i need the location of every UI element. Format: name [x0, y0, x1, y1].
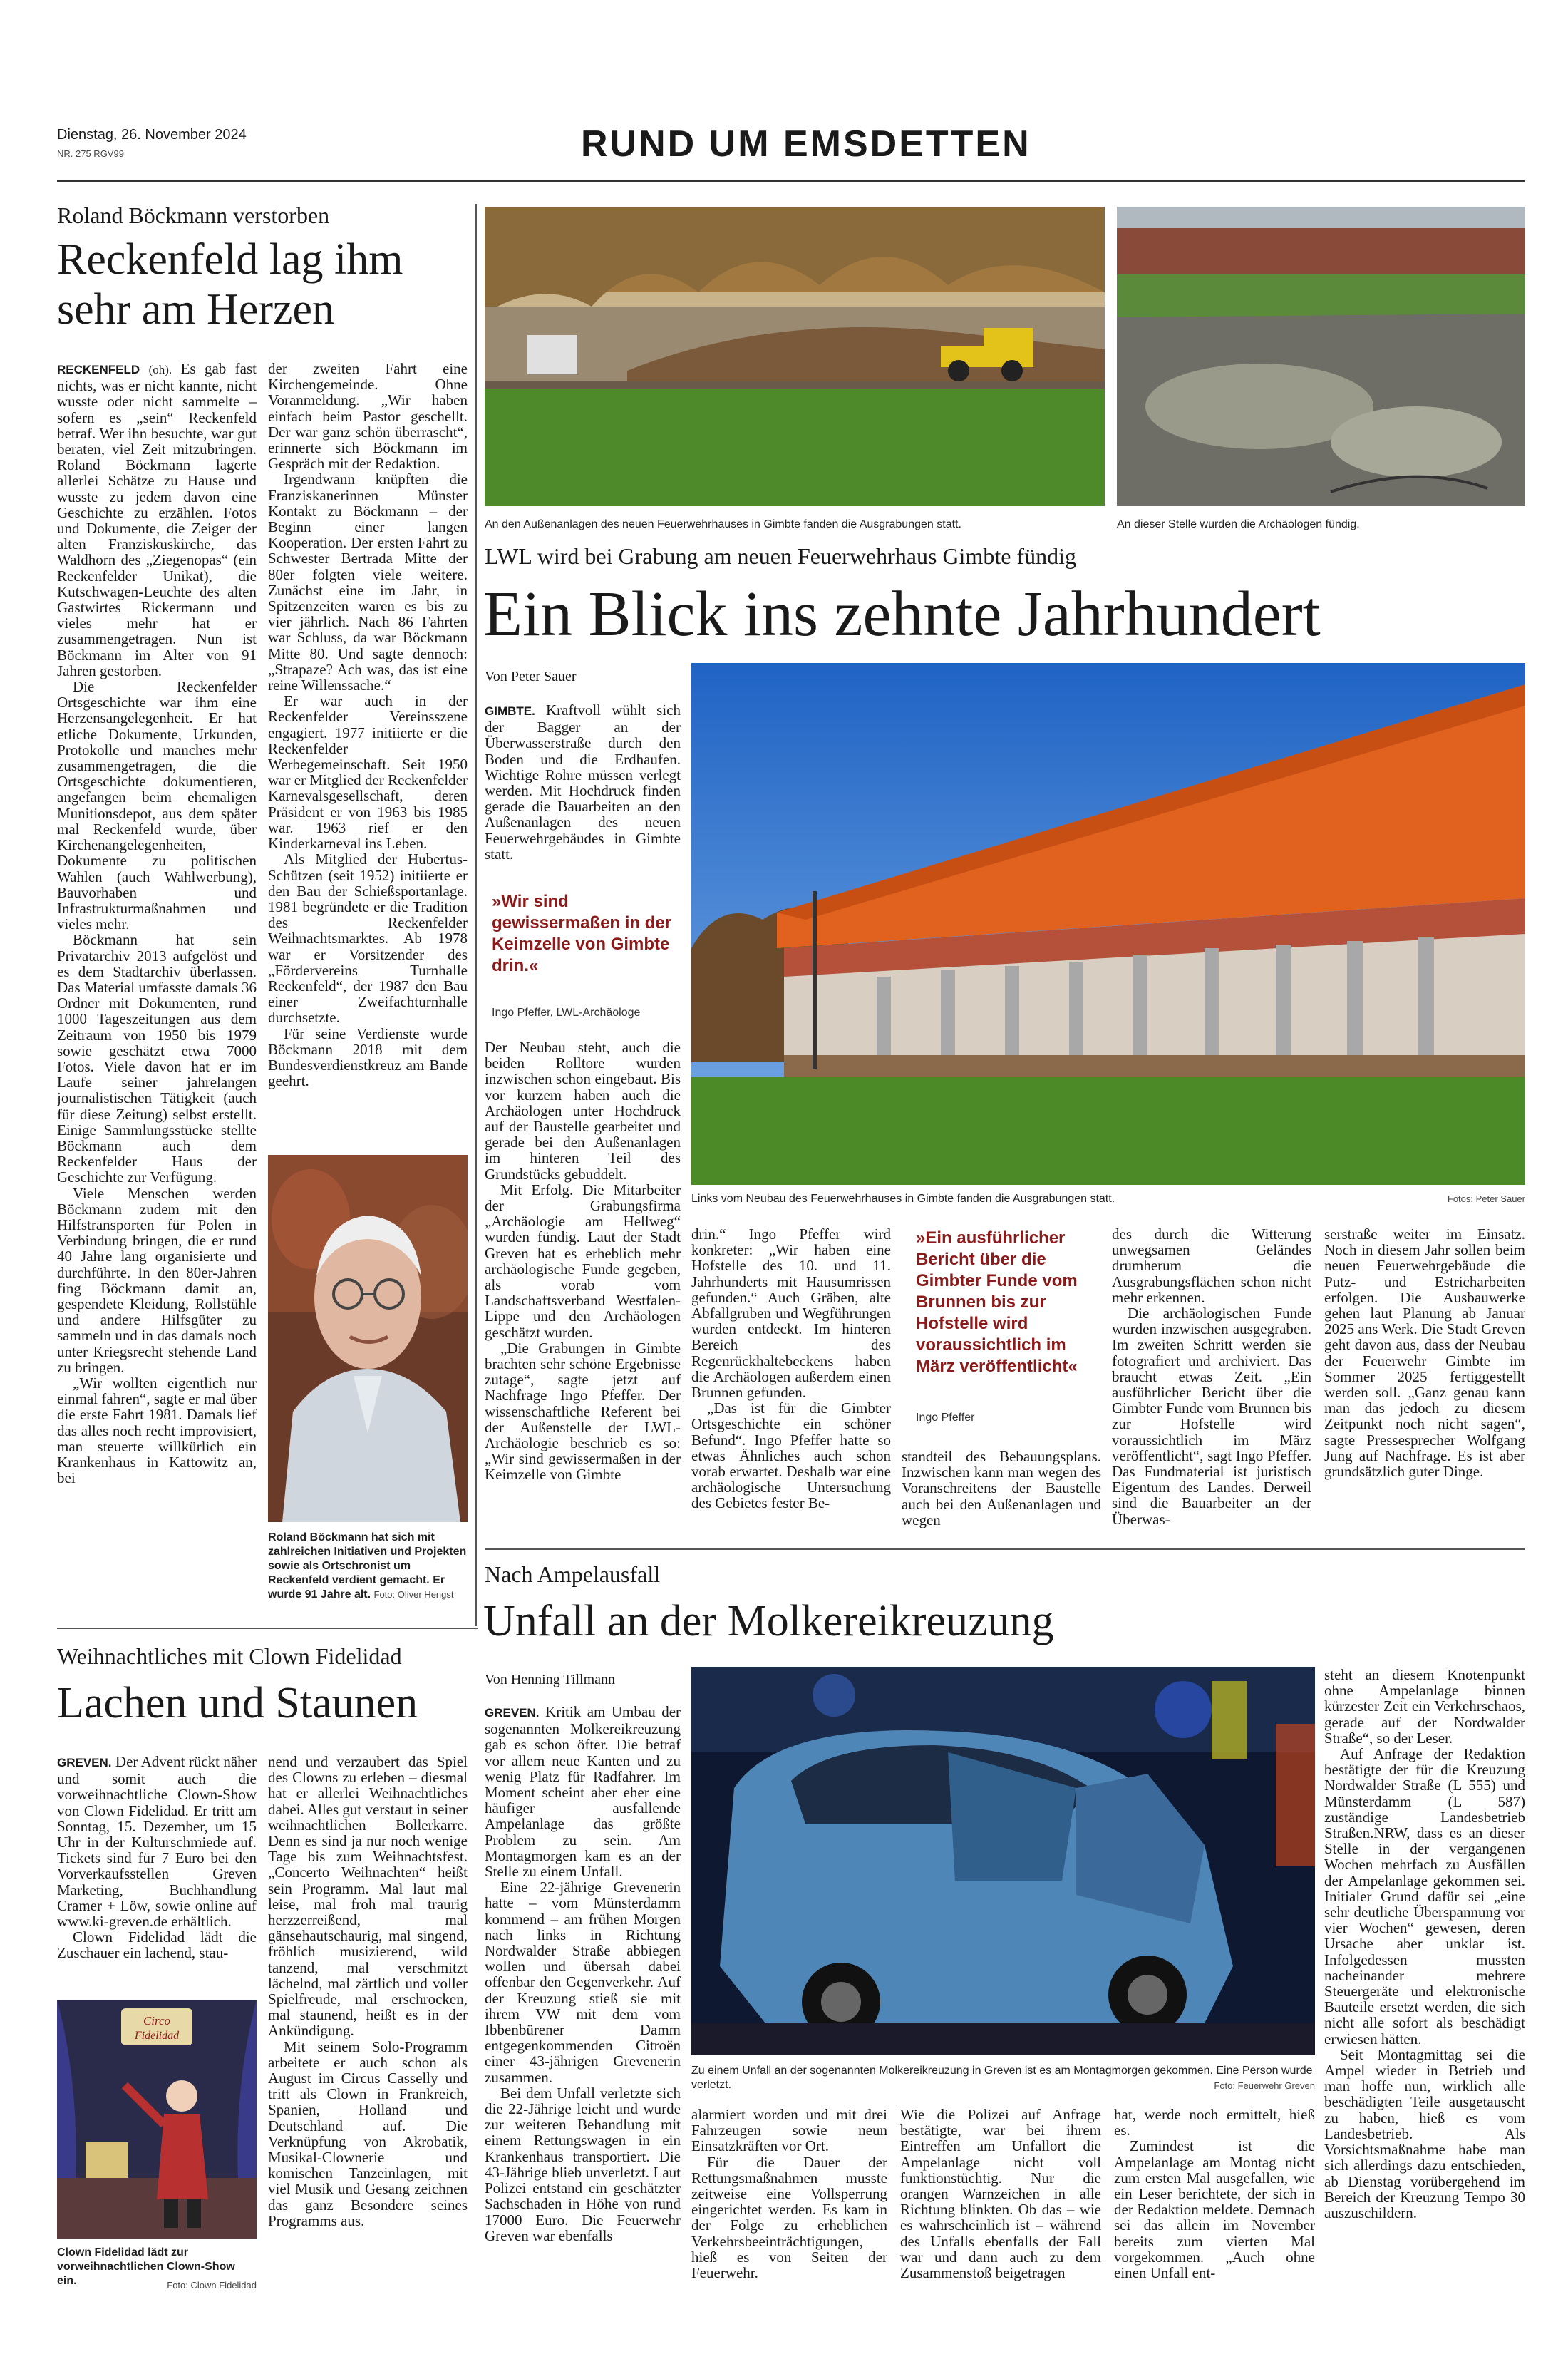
svg-text:Circo: Circo: [143, 2014, 171, 2028]
story2-byline: Von Peter Sauer: [485, 669, 577, 684]
paragraph: nend und verzaubert das Spiel des Clowns zu erleben – diesmal hat er allerlei Weihnachtliches dabei. Alles gut verstaut in seiner weihnachtlichen Bollerkarre. Denn es sind ja nur noch wenige Tage bis zum Weihnachtsfest. „Concerto Weihnachten“ heißt sein Programm. Mal laut mal leise, mal froh mal traurig herzzerreißend, mal gänsehautschaurig, mal singend, fröhlich musizierend, wild tanzend, mal verschmitzt lächelnd, mal zärtlich und voller Spielfreude, mal erschrocken, mal staunend, heißt es in der Ankündigung.: [268, 1754, 468, 2040]
paragraph: Clown Fidelidad lädt die Zuschauer ein lachend, stau-: [57, 1928, 257, 1962]
photo-credit: Foto: Oliver Hengst: [373, 1589, 454, 1600]
story2-pull-quote-2: »Ein ausführlicher Bericht über die Gimbter Funde vom Brunnen bis zur Hofstelle wird voraussichtlich im März veröffentlicht«: [916, 1228, 1078, 1376]
paragraph: Wie die Polizei auf Anfrage bestätigte, war bei ihrem Eintreffen am Unfallort die Ampelanlage nicht voll funktionstüchtig. Nur die orangen Warnzeichen in alle Richtung blinkten. Ob das – wie es wahrscheinlich ist – während des Unfalls ebenfalls der Fall war und dann auch zu dem Zusammenstoß beigetragen: [900, 2107, 1101, 2282]
paragraph: Die archäologischen Funde wurden inzwischen ausgegraben. Im zweiten Schritt werden sie fotografiert und archiviert. Das braucht etwas Zeit. „Ein ausführlicher Bericht über die Gimbter Funde vom Brunnen bis zur Hofstelle wird voraussichtlich im März veröffentlicht“, sagt Ingo Pfeffer. Das Fundmaterial ist juristisch Eigentum des Landes. Derweil sind die Bauarbeiter an der Überwas-: [1112, 1305, 1311, 1528]
paragraph: „Das ist für die Gimbter Ortsgeschichte ein schöner Befund“. Ingo Pfeffer hatte so etwas Ähnliches auch schon vorab erwartet. Deshalb war eine archäologische Untersuchung des Gebietes fester Be-: [691, 1399, 891, 1512]
story2-pull-quote-2-source: Ingo Pfeffer: [916, 1412, 975, 1424]
story2-intro-column: [485, 702, 681, 873]
column-rule: [475, 204, 477, 1626]
construction-photo-1: [485, 207, 1105, 506]
story2-intro-column-2: [485, 1039, 681, 1542]
story3-column-1: [57, 1754, 257, 1989]
clown-caption: Clown Fidelidad lädt zur vorweihnachtlichen Clown-Show ein.: [57, 2246, 235, 2287]
issue-date: Dienstag, 26. November 2024: [57, 127, 247, 143]
story4-column-4: [1114, 2107, 1315, 2303]
paragraph: Kritik am Umbau der sogenannten Molkereikreuzung gab es schon öfter. Die betraf vor allem neue Kanten und zu wenig Platz für Radfahrer. Im Moment scheint aber eher eine häufiger ausfallende Ampelanlage das größte Problem zu sein. Am Montagmorgen kam es an der Stelle zu einem Unfall.: [485, 1704, 681, 1881]
story1-headline-line1: Reckenfeld lag ihm: [57, 235, 403, 284]
photo2-caption: An dieser Stelle wurden die Archäologen fündig.: [1117, 518, 1360, 530]
story3-kicker: Weihnachtliches mit Clown Fidelidad: [57, 1643, 402, 1669]
paragraph: Viele Menschen werden Böckmann zudem mit den Hilfstransporten für Polen in Verbindung bringen, die er rund 40 Jahre lang organisierte und durchführte. In den 80er-Jahren fing Böckmann damit an, gespendete Kleidung, Rollstühle und andere Hilfsgüter zu sammeln und in das damals noch unter Kriegsrecht stehende Land zu bringen.: [57, 1184, 257, 1376]
story1-headline-line2: sehr am Herzen: [57, 285, 335, 334]
construction-photo-2: [1117, 207, 1525, 506]
section-title: RUND UM EMSDETTEN: [581, 123, 1031, 165]
story4-column-2: [691, 2107, 887, 2303]
paragraph: „Die Grabungen in Gimbte brachten sehr schöne Ergebnisse zutage“, sagte jetzt auf Nachfrage Ingo Pfeffer. Der wissenschaftliche Referent bei der Außenstelle der LWL-Archäologie beschrieb es so: „Wir sind gewissermaßen in der Keimzelle von Gimbte: [485, 1339, 681, 1484]
accident-photo-credit: Foto: Feuerwehr Greven: [1214, 2080, 1315, 2091]
paragraph: serstraße weiter im Einsatz. Noch in diesem Jahr sollen beim neuen Feuerwehrgebäude die Putz- und Estricharbeiten erfolgen. Die Ausbauwerke gehen laut Planung ab Januar 2025 ans Werk. Die Stadt Greven geht davon aus, dass der Neubau der Feuerwehr Gimbte im Sommer 2025 fertiggestellt werden soll. „Ganz genau kann man das jedoch zu diesem Zeitpunkt noch nicht sagen“, sagte Pressesprecher Wolfgang Jung auf Nachfrage. Es ist aber grundsätzlich guter Dinge.: [1324, 1226, 1525, 1481]
paragraph: Irgendwann knüpften die Franziskanerinnen Münster Kontakt zu Böckmann – der Beginn einer langen Kooperation. Der ersten Fahrt zu Schwester Bertrada Mitte der 80er folgten viele weitere. Zunächst eine im Jahr, in Spitzenzeiten waren es bis zu vier jährlich. Nach 86 Fahrten war Schluss, da war Böckmann Mitte 80. Und sagte dennoch: „Strapaze? Ach was, das ist eine reine Willenssache.“: [268, 471, 468, 694]
story2-column-b: [691, 1226, 891, 1540]
portrait-photo: [268, 1155, 468, 1522]
story4-column-1: [485, 1704, 681, 2303]
paragraph: Auf Anfrage der Redaktion bestätigte der für die Kreuzung Nordwalder Straße (L 555) und Münsterdamm (L 587) zuständige Landesbetrieb Straßen.NRW, dass es an dieser Stelle in der vergangenen Wochen mehrfach zu Ausfällen der Ampelanlage gekommen sei. Initialer Grund dafür sei „eine sehr deutliche Überspannung vor vier Wochen“ gewesen, deren Ursache aber unklar ist. Infolgedessen mussten nacheinander mehrere Steuergeräte und elektronische Bauteile ersetzt werden, die sich nicht alle sofort als beschädigt erwiesen hätten.: [1324, 1745, 1525, 2047]
paragraph: „Wir wollten eigentlich nur einmal fahren“, sagte er mal über die erste Fahrt 1981. Damals lief das alles noch recht improvisiert, man steuerte willkürlich ein Krankenhaus in Kattowitz an, bei: [57, 1375, 257, 1487]
story1-column-2: [268, 361, 468, 1149]
portrait-caption: [268, 1531, 468, 1602]
story3-column-2: [268, 1754, 468, 2303]
accident-photo: [691, 1667, 1315, 2055]
fire-station-credit: Fotos: Peter Sauer: [1447, 1193, 1525, 1204]
story2-pull-quote-1: »Wir sind gewissermaßen in der Keimzelle von Gimbte drin.«: [492, 892, 672, 975]
story3-dateline: GREVEN.: [57, 1756, 112, 1769]
header-rule: [57, 180, 1525, 182]
fire-station-caption: Links vom Neubau des Feuerwehrhauses in Gimbte fanden die Ausgrabungen statt.: [691, 1193, 1115, 1205]
accident-caption: Zu einem Unfall an der sogenannten Molkereikreuzung in Greven ist es am Montagmorgen gekommen. Eine Person wurde verletzt.: [691, 2065, 1313, 2091]
paragraph: Mit seinem Solo-Programm arbeitete er auch schon als August im Circus Casselly und tritt als Clown in Frankreich, Spanien, Holland und Deutschland auf. Die Verknüpfung von Akrobatik, Musikal-Clownerie und komischen Tanzeinlagen, mit viel Musik und Gesang zeichnen das ganz Besondere seines Programms aus.: [268, 2038, 468, 2229]
story-separator: [57, 1628, 478, 1629]
story4-kicker: Nach Ampelausfall: [485, 1561, 661, 1587]
paragraph: standteil des Bebauungsplans. Inzwischen kann man wegen des Voranschreitens der Baustelle auch bei den Außenanlagen und wegen: [902, 1449, 1101, 1528]
story4-headline: Unfall an der Molkereikreuzung: [483, 1597, 1054, 1645]
paragraph: alarmiert worden und mit drei Fahrzeugen sowie neun Einsatzkräften vor Ort.: [691, 2107, 887, 2155]
paragraph: Die Reckenfelder Ortsgeschichte war ihm eine Herzensangelegenheit. Er hat etliche Dokumente, Urkunden, Protokolle und manches mehr zusammengetragen, die die Ortsgeschichte dokumentieren, angefangen beim ehemaligen Munitionsdepot, aus dem später mal Reckenfeld wurde, über Kirchenangelegenheiten, Dokumente zu politischen Wahlen (auch Wahlwerbung), Bauvorhaben und Infrastrukturmaßnahmen und vieles mehr.: [57, 678, 257, 933]
story4-column-3: [900, 2107, 1101, 2303]
paragraph: Der Advent rückt näher und somit auch die vorweihnachtliche Clown-Show von Clown Fidelidad. Er tritt am Sonntag, 15. Dezember, um 15 Uhr in der Kulturschmiede auf. Tickets sind für 7 Euro bei den Vorverkaufsstellen Greven Marketing, Buchhandlung Cramer + Löw, sowie online auf www.ki-greven.de erhältlich.: [57, 1754, 257, 1931]
paragraph: Für seine Verdienste wurde Böckmann 2018 mit dem Bundesverdienstkreuz am Bande geehrt.: [268, 1024, 468, 1090]
photo1-caption: An den Außenanlagen des neuen Feuerwehrhauses in Gimbte fanden die Ausgrabungen statt.: [485, 518, 961, 530]
paragraph: Als Mitglied der Hubertus-Schützen (seit 1952) initiierte er den Bau der Schießsportanlage. 1981 begründete er die Tradition des Reckenfelder Weihnachtsmarktes. Ab 1978 war er Vorsitzender des „Fördervereins Turnhalle Reckenfeld“, der 1987 den Bau einer Zweifachturnhalle durchsetzte.: [268, 851, 468, 1027]
story2-column-e: [1324, 1226, 1525, 1540]
paragraph: Zumindest ist die Ampelanlage am Montag nicht zum ersten Mal ausgefallen, wie ein Leser berichtete, der sich in der Redaktion meldete. Demnach sei das allein im November bereits zum vierten Mal vorgekommen. „Auch ohne einen Unfall ent-: [1114, 2137, 1315, 2282]
story4-column-5: [1324, 1667, 1525, 2303]
paragraph: Der Neubau steht, auch die beiden Rolltore wurden inzwischen schon eingebaut. Bis vor kurzem haben auch die Archäologen unter Hochdruck auf der Baustelle gearbeitet und gerade bei den Außenanlagen im hinteren Teil des Grundstücks gebuddelt.: [485, 1039, 681, 1183]
clown-photo: [57, 2000, 257, 2239]
paragraph: Es gab fast nichts, was er nicht kannte, nicht wusste oder nicht sammelte – sofern es „sein“ Reckenfeld betraf. Wer ihn besuchte, war gut beraten, viel Zeit mitzubringen. Roland Böckmann lagerte allerlei Schätze zu Hause und wusste zu jedem davon eine Geschichte zu erzählen. Fotos und Dokumente, die Zeiger der alten Franziskuskirche, das Waldhorn des „Ziegenopas“ (ein Reckenfelder Unikat), die Kutschwagen-Leuchte des alten Gastwirtes Rickermann und vieles mehr hat er zusammengetragen. Nun ist Böckmann im Alter von 91 Jahren gestorben.: [57, 361, 257, 679]
paragraph: Für die Dauer der Rettungsmaßnahmen musste zeitweise eine Vollsperrung eingerichtet werden. Es kam in der Folge zu erheblichen Verkehrsbeeinträchtigungen, hieß es von Seiten der Feuerwehr.: [691, 2153, 887, 2282]
story1-kicker: Roland Böckmann verstorben: [57, 202, 330, 228]
paragraph: drin.“ Ingo Pfeffer wird konkreter: „Wir haben eine Hofstelle des 10. und 11. Jahrhunderts mit Hausumrissen gefunden.“ Auch Gräben, alte Abfallgruben und Wegführungen wurden entdeckt. Im hinteren Bereich des Regenrückhaltebeckens haben die Archäologen außerdem einen Brunnen gefunden.: [691, 1226, 891, 1402]
paragraph: Seit Montagmittag sei die Ampel wieder in Betrieb und man hoffe nun, wirklich alle beschädigten Teile ausgetauscht zu haben, hieß es vom Landesbetrieb. Als Vorsichtsmaßnahme habe man sich allerdings dazu entschieden, ab Dienstag vorübergehend im Bereich der Kreuzung Tempo 30 auszuschildern.: [1324, 2045, 1525, 2221]
clown-photo-credit: Foto: Clown Fidelidad: [167, 2280, 257, 2291]
paragraph: des durch die Witterung unwegsamen Geländes drumherum die Ausgrabungsflächen schon nicht mehr erkennen.: [1112, 1226, 1311, 1306]
story4-dateline: GREVEN.: [485, 1706, 540, 1720]
paragraph: Eine 22-jährige Grevenerin hatte – vom Münsterdamm kommend – am frühen Morgen nach links in Richtung Nordwalder Straße abbiegen wollen und übersah dabei offenbar den Gegenverkehr. Auf der Kreuzung stieß sie mit ihrem VW mit dem vom Ibbenbürener Damm entgegenkommenden Citroën einer 43-jährigen Grevenerin zusammen.: [485, 1879, 681, 2086]
paragraph: hat, werde noch ermittelt, hieß es.: [1114, 2107, 1315, 2139]
paragraph: der zweiten Fahrt eine Kirchengemeinde. Ohne Voranmeldung. „Wir haben einfach beim Pastor geschellt. Der war ganz schön überrascht“, erinnerte sich Böckmann im Gespräch mit der Redaktion.: [268, 361, 468, 473]
story1-column-1: [57, 361, 257, 1623]
story2-headline: Ein Blick ins zehnte Jahrhundert: [483, 579, 1321, 649]
paragraph: Er war auch in der Reckenfelder Vereinsszene engagiert. 1977 initiierte er die Reckenfelder Werbegemeinschaft. Seit 1950 war er Mitglied der Reckenfelder Karnevalsgesellschaft, deren Präsident er von 1963 bis 1985 war. 1963 rief er den Kinderkarneval ins Leben.: [268, 692, 468, 853]
fire-station-photo: [691, 663, 1525, 1185]
story-separator: [485, 1548, 1525, 1550]
issue-number: NR. 275 RGV99: [57, 148, 124, 159]
story1-dateline: RECKENFELD: [57, 363, 140, 376]
story3-headline: Lachen und Staunen: [57, 1679, 418, 1727]
story4-byline: Von Henning Tillmann: [485, 1672, 615, 1687]
paragraph: steht an diesem Knotenpunkt ohne Ampelanlage binnen kürzester Zeit ein Verkehrschaos, gerade auf der Nordwalder Straße“, so der Leser.: [1324, 1667, 1525, 1747]
paragraph: Mit Erfolg. Die Mitarbeiter der Grabungsfirma „Archäologie am Hellweg“ wurden fündig. Laut der Stadt Greven hat es erheblich mehr archäologische Funde gegeben, als vorab vom Landschaftsverband Westfalen-Lippe und den Archäologen geschätzt wurden.: [485, 1181, 681, 1341]
paragraph: Böckmann hat sein Privatarchiv 2013 aufgelöst und es dem Stadtarchiv überlassen. Das Material umfasste damals 36 Ordner mit Dokumenten, rund 1000 Tageszeitungen aus dem Zeitraum von 1950 bis 1979 sowie geschätzt etwa 7000 Fotos. Viele davon hat er im Laufe seiner jahrelangen journalistischen Tätigkeit (auch für diese Zeitung) selbst erstellt. Einige Sammlungsstücke stellte Böckmann auch dem Reckenfelder Haus der Geschichte zur Verfügung.: [57, 931, 257, 1186]
paragraph: Bei dem Unfall verletzte sich die 22-Jährige leicht und wurde zur weiteren Behandlung mit einem Rettungswagen in ein Krankenhaus transportiert. Die 43-Jährige blieb unverletzt. Laut Polizei entstand ein geschätzter Sachschaden in Höhe von rund 17000 Euro. Die Feuerwehr Greven war ebenfalls: [485, 2084, 681, 2244]
caption-text: Roland Böckmann hat sich mit zahlreichen Initiativen und Projekten sowie als Ortschronist um Reckenfeld verdient gemacht. Er wurde 91 Jahre alt.: [268, 1531, 467, 1600]
story2-pull-quote-1-source: Ingo Pfeffer, LWL-Archäologe: [492, 1007, 641, 1019]
svg-text:Fidelidad: Fidelidad: [134, 2030, 180, 2042]
story2-kicker: LWL wird bei Grabung am neuen Feuerwehrhaus Gimbte fündig: [485, 543, 1076, 569]
story2-dateline: GIMBTE.: [485, 704, 535, 718]
story2-column-d: [1112, 1226, 1311, 1540]
story2-column-c: [902, 1449, 1101, 1541]
story1-author-tag: (oh).: [148, 363, 172, 376]
paragraph: Kraftvoll wühlt sich der Bagger an der Überwasserstraße durch den Boden und die Erdhaufen. Wichtige Rohre müssen verlegt werden. Mit Hochdruck finden gerade die Bauarbeiten an den Außenanlagen des neuen Feuerwehrgebäudes in Gimbte statt.: [485, 702, 681, 863]
